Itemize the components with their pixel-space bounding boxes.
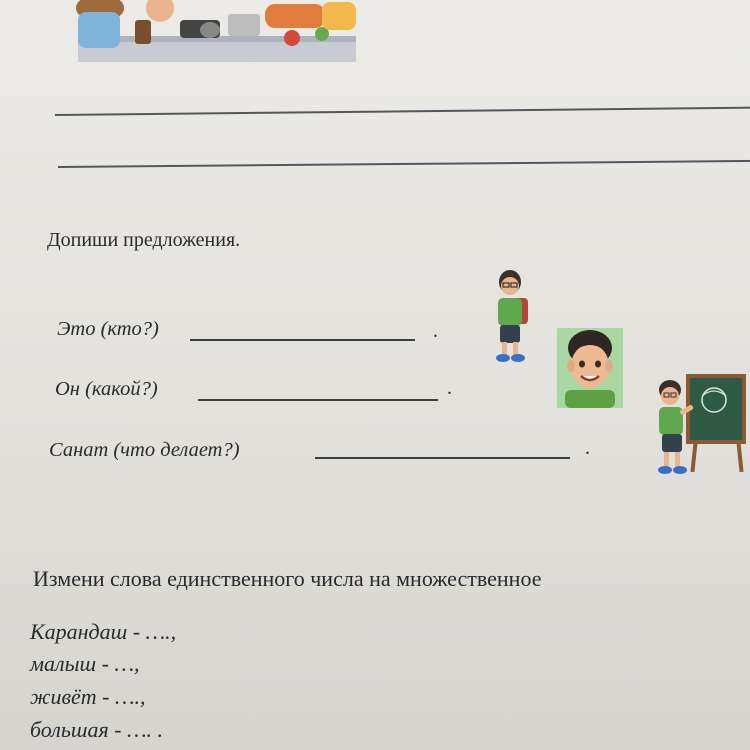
boy-with-backpack-illustration — [490, 268, 532, 364]
exercise-2-heading: Измени слова единственного числа на множественное — [33, 566, 542, 591]
exercise-1-heading: Допиши предложения. — [47, 229, 241, 251]
family-cooking-illustration — [60, 0, 360, 65]
sentence-3-prompt: Санат (что делает?) — [49, 439, 240, 461]
word-item-2: малыш - …, — [30, 651, 140, 676]
answer-line-1[interactable] — [55, 107, 750, 116]
boy-portrait-illustration — [557, 328, 623, 408]
sentence-2-blank[interactable] — [198, 399, 438, 401]
sentence-3-period: . — [585, 437, 590, 459]
boy-at-chalkboard-illustration — [652, 372, 750, 480]
word-item-4: большая - …. . — [30, 717, 164, 742]
word-item-3: живёт - …., — [30, 684, 146, 709]
sentence-3-blank[interactable] — [315, 457, 570, 459]
sentence-1-period: . — [433, 320, 438, 342]
sentence-1-prompt: Это (кто?) — [57, 318, 159, 340]
sentence-2-period: . — [447, 377, 452, 399]
word-item-1: Карандаш - …., — [30, 619, 177, 644]
sentence-1-blank[interactable] — [190, 339, 415, 341]
sentence-2-prompt: Он (какой?) — [55, 378, 158, 400]
answer-line-2[interactable] — [58, 160, 750, 168]
